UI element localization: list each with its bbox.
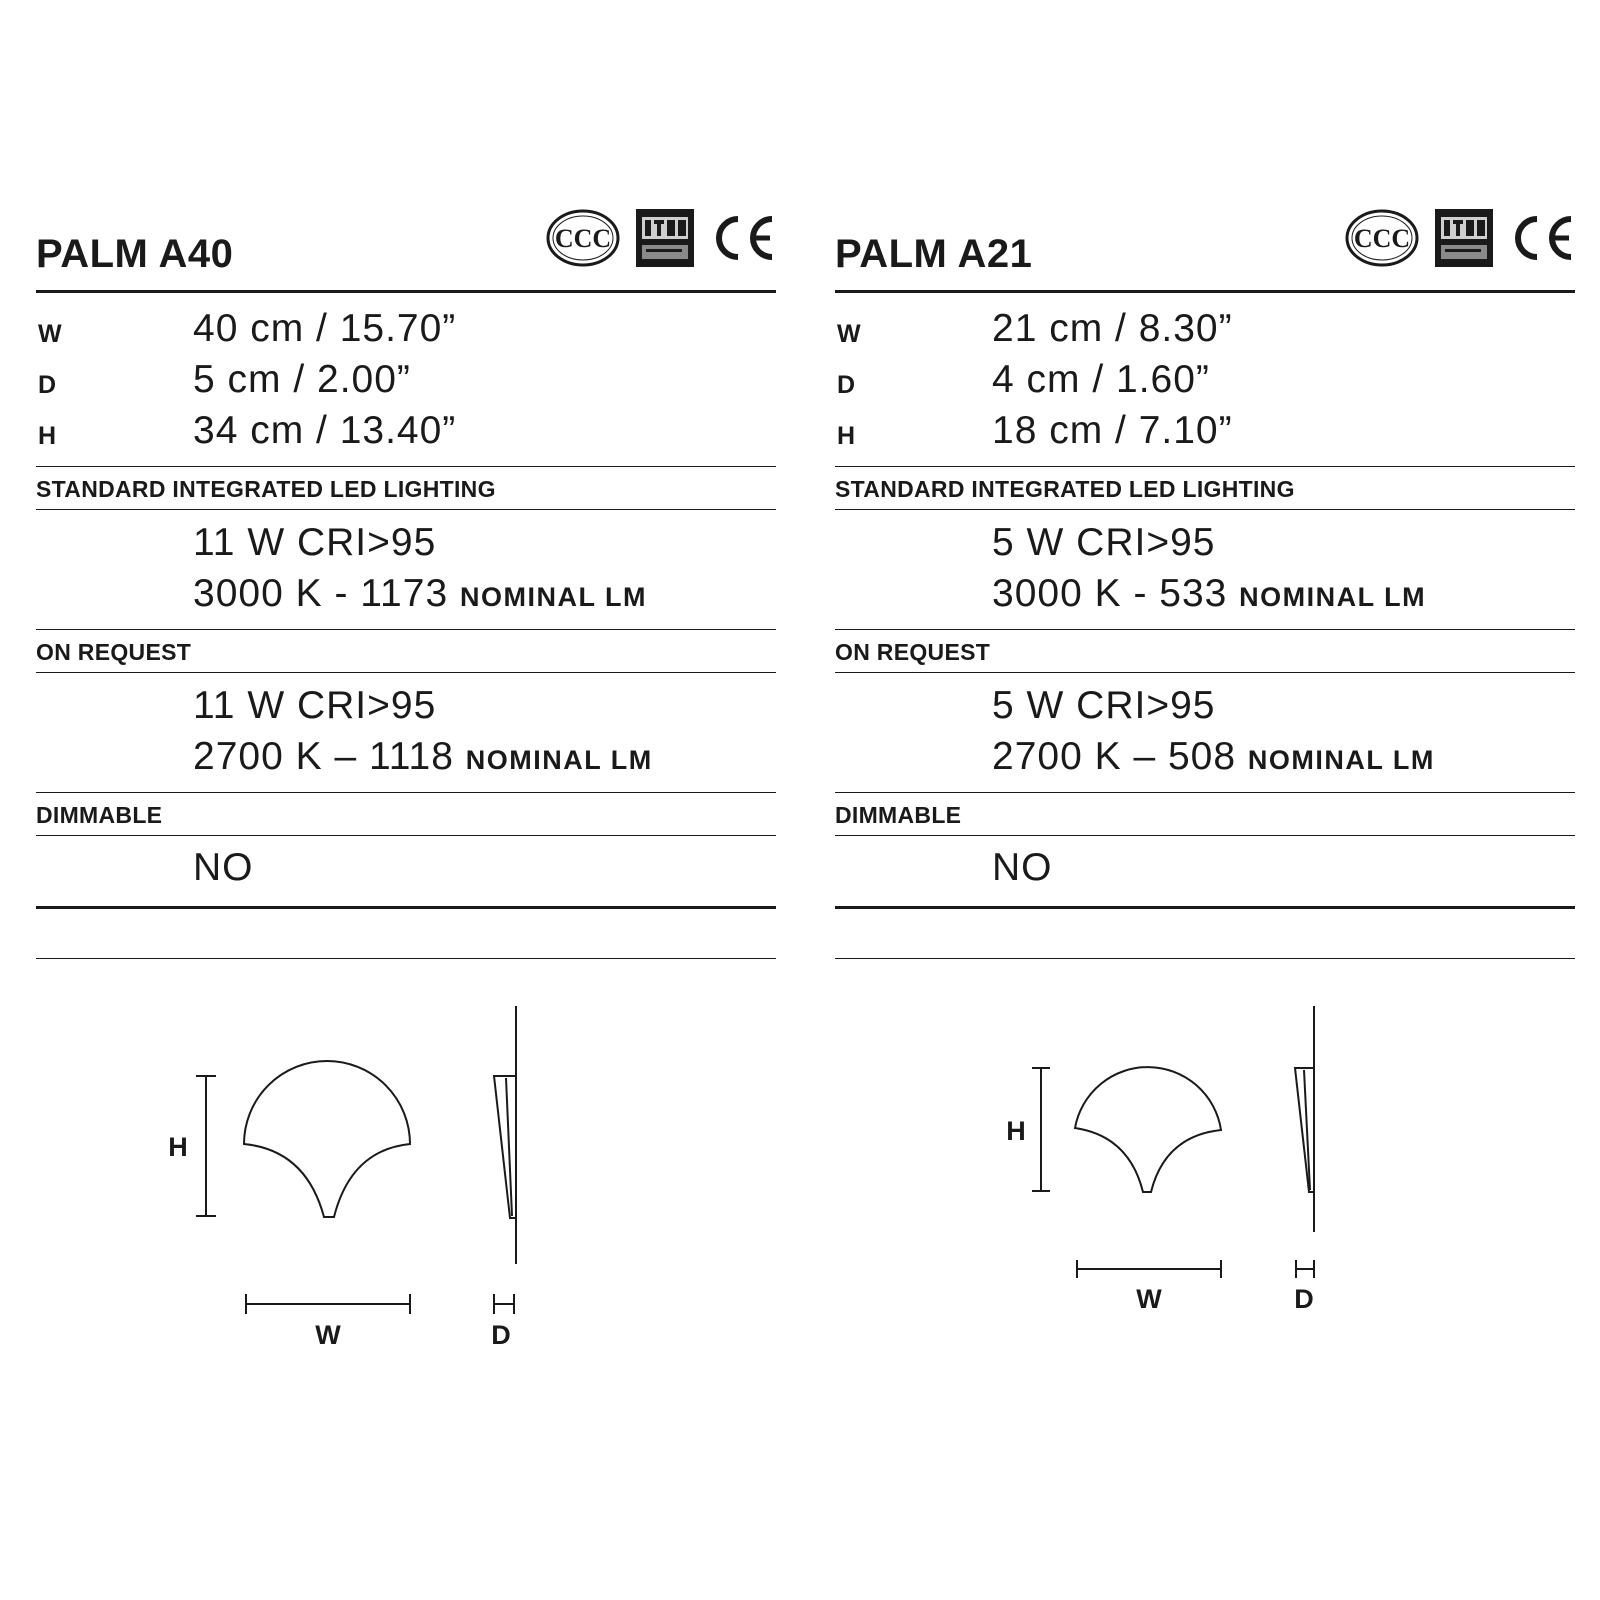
on-request-lumen-value: 2700 K – 508 NOMINAL LM xyxy=(992,735,1435,778)
dimension-value: 34 cm / 13.40” xyxy=(193,409,457,452)
depth-label: D xyxy=(1294,1284,1314,1314)
divider xyxy=(36,509,776,510)
dimension-label: H xyxy=(837,422,856,450)
depth-label: D xyxy=(491,1320,511,1350)
on-request-power-value: 11 W CRI>95 xyxy=(193,684,437,727)
divider xyxy=(835,290,1575,293)
divider xyxy=(36,958,776,959)
divider xyxy=(835,835,1575,836)
ccc-mark-icon xyxy=(546,209,620,267)
technical-drawing xyxy=(36,1000,776,1360)
certification-marks xyxy=(546,205,776,271)
dimmable-heading: DIMMABLE xyxy=(36,802,163,828)
certification-marks xyxy=(1345,205,1575,271)
product-title: PALM A40 xyxy=(36,232,234,276)
divider xyxy=(835,792,1575,793)
divider xyxy=(835,466,1575,467)
dimension-label: D xyxy=(837,371,856,399)
standard-lumen-value: 3000 K - 533 NOMINAL LM xyxy=(992,572,1427,615)
dimension-value: 21 cm / 8.30” xyxy=(992,307,1233,350)
dimension-label: W xyxy=(38,320,62,348)
on-request-heading: ON REQUEST xyxy=(835,639,991,665)
standard-lighting-heading: STANDARD INTEGRATED LED LIGHTING xyxy=(36,476,496,502)
divider xyxy=(835,906,1575,909)
dimmable-value: NO xyxy=(992,846,1053,889)
dimmable-heading: DIMMABLE xyxy=(835,802,962,828)
tcf-mark-icon xyxy=(636,209,694,267)
svg-text:CCC: CCC xyxy=(554,224,612,253)
standard-lighting-heading: STANDARD INTEGRATED LED LIGHTING xyxy=(835,476,1295,502)
width-label: W xyxy=(315,1320,341,1350)
dimension-value: 5 cm / 2.00” xyxy=(193,358,411,401)
product-sheet-palm-a40 xyxy=(36,0,776,1600)
divider xyxy=(36,290,776,293)
product-title: PALM A21 xyxy=(835,232,1033,276)
on-request-heading: ON REQUEST xyxy=(36,639,192,665)
on-request-power-value: 5 W CRI>95 xyxy=(992,684,1216,727)
divider xyxy=(36,906,776,909)
ce-mark-icon xyxy=(1509,213,1575,263)
standard-power-value: 5 W CRI>95 xyxy=(992,521,1216,564)
ce-mark-icon xyxy=(710,213,776,263)
dimension-value: 4 cm / 1.60” xyxy=(992,358,1210,401)
dimension-value: 40 cm / 15.70” xyxy=(193,307,457,350)
tcf-mark-icon xyxy=(1435,209,1493,267)
width-label: W xyxy=(1136,1284,1162,1314)
divider xyxy=(36,629,776,630)
product-sheet-palm-a21 xyxy=(835,0,1575,1600)
standard-power-value: 11 W CRI>95 xyxy=(193,521,437,564)
divider xyxy=(36,835,776,836)
height-label: H xyxy=(168,1132,188,1162)
divider xyxy=(835,509,1575,510)
dimension-value: 18 cm / 7.10” xyxy=(992,409,1233,452)
divider xyxy=(36,466,776,467)
svg-text:CCC: CCC xyxy=(1353,224,1411,253)
ccc-mark-icon xyxy=(1345,209,1419,267)
dimension-label: H xyxy=(38,422,57,450)
dimension-label: D xyxy=(38,371,57,399)
divider xyxy=(835,629,1575,630)
divider xyxy=(36,792,776,793)
divider xyxy=(36,672,776,673)
height-label: H xyxy=(1006,1116,1026,1146)
divider xyxy=(835,672,1575,673)
technical-drawing xyxy=(835,1000,1575,1360)
dimension-label: W xyxy=(837,320,861,348)
standard-lumen-value: 3000 K - 1173 NOMINAL LM xyxy=(193,572,647,615)
divider xyxy=(835,958,1575,959)
on-request-lumen-value: 2700 K – 1118 NOMINAL LM xyxy=(193,735,653,778)
dimmable-value: NO xyxy=(193,846,254,889)
